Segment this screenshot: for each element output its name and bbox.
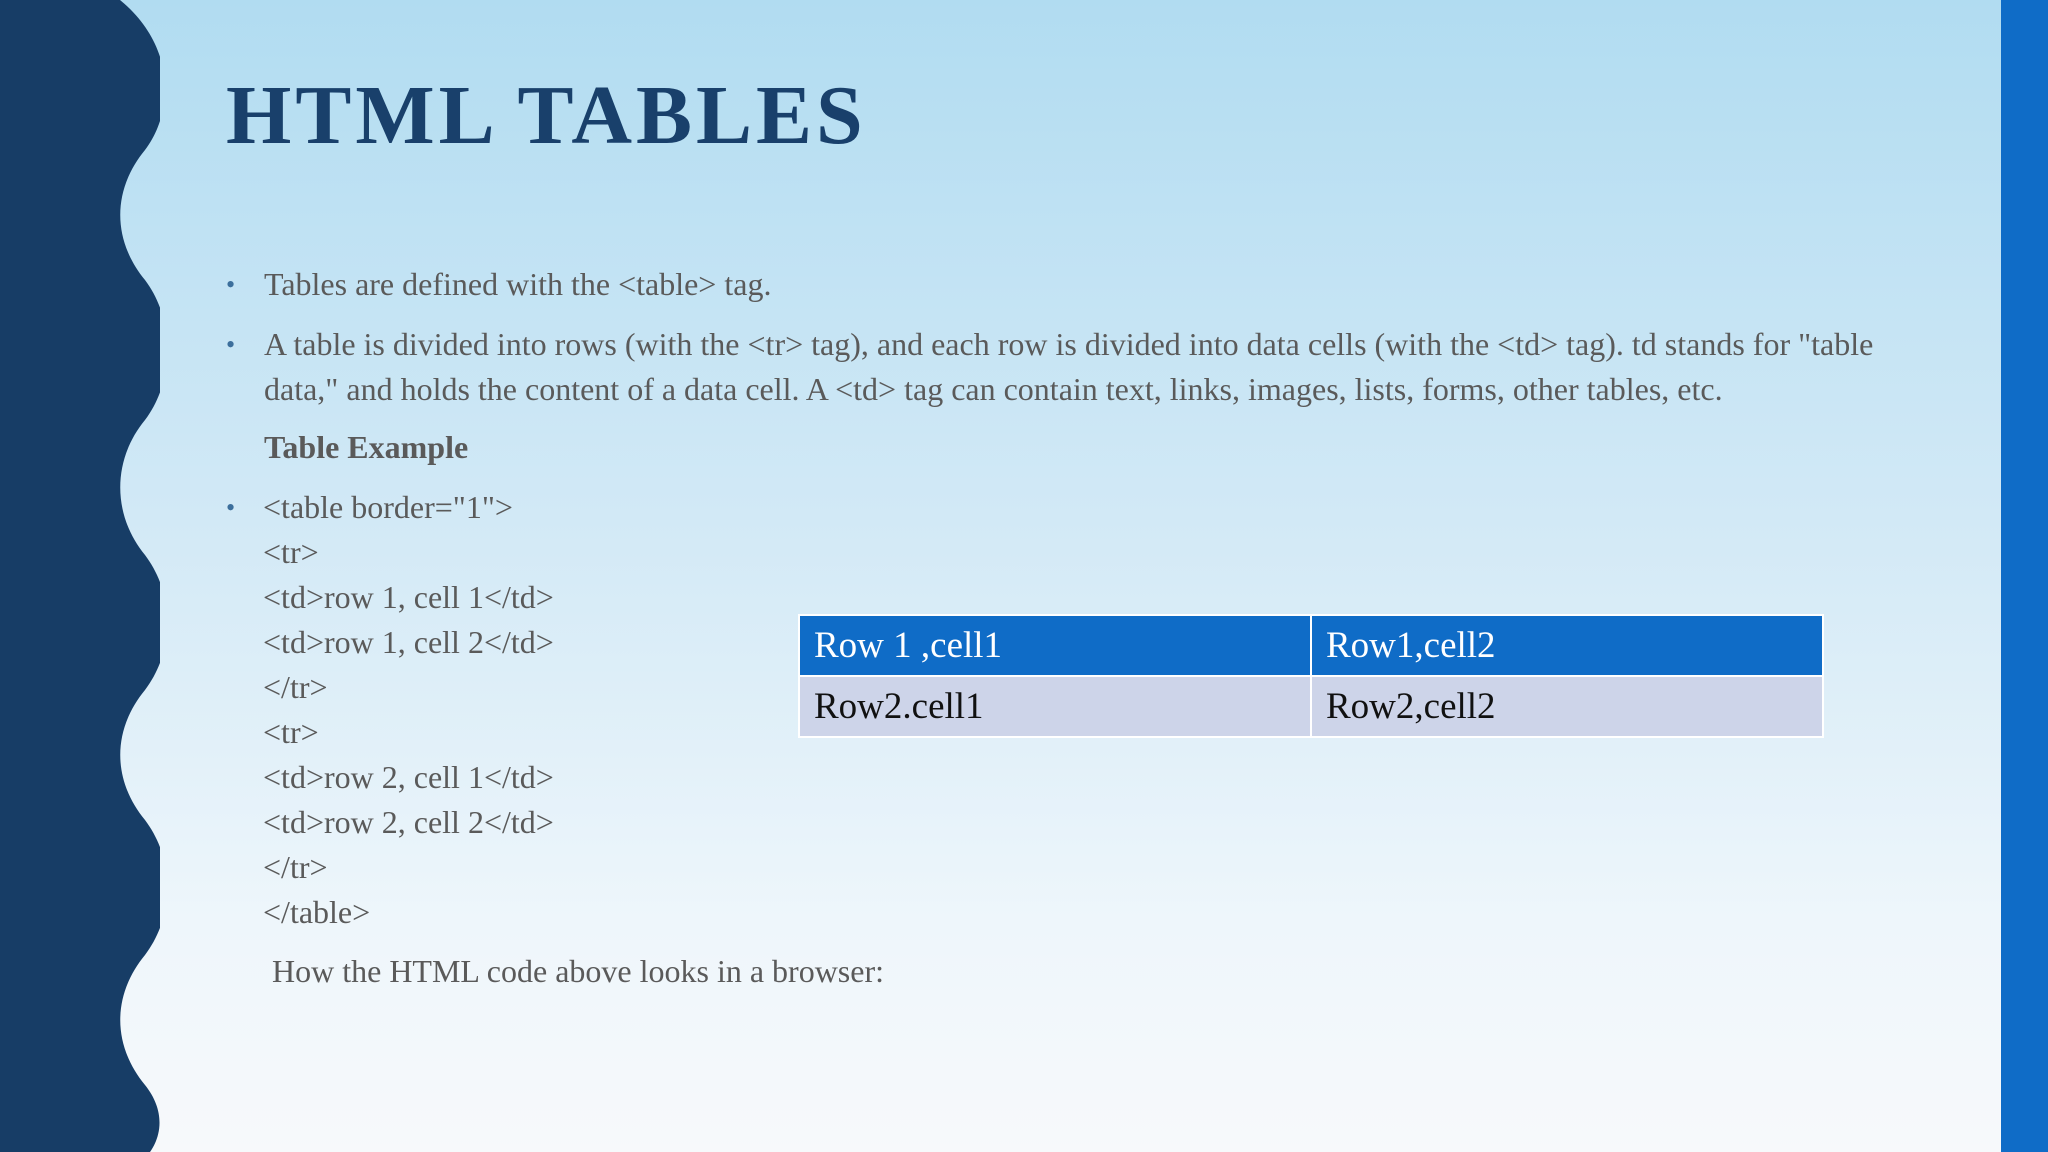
bullet-text-2: A table is divided into rows (with the <tr> tag), and each row is divided into data cells (with the <td> tag). td stands for "table data," and holds the content of a data cell. A <td> tag can contain text, links, images, lists, forms, other tables, etc.: [264, 326, 1874, 407]
table-row: [799, 676, 1823, 737]
slide-title: HTML TABLES: [226, 69, 867, 162]
bullet-text-1: Tables are defined with the <table> tag.: [264, 266, 772, 302]
code-line: <td>row 2, cell 1</td>: [263, 759, 554, 795]
code-example: [263, 485, 554, 935]
table-cell: Row1,cell2: [1311, 615, 1823, 676]
code-line: <td>row 1, cell 2</td>: [263, 624, 554, 660]
code-line: <tr>: [263, 714, 319, 750]
right-accent-bar: [2001, 0, 2048, 1152]
code-line: <tr>: [263, 534, 319, 570]
code-line: <td>row 1, cell 1</td>: [263, 579, 554, 615]
browser-caption: How the HTML code above looks in a browser:: [272, 953, 884, 989]
code-line: <td>row 2, cell 2</td>: [263, 804, 554, 840]
left-wave-band: [0, 0, 160, 1152]
subheading-table-example: Table Example: [264, 429, 469, 465]
table-cell: Row2,cell2: [1311, 676, 1823, 737]
bullet-marker: •: [226, 493, 236, 522]
bullet-marker: •: [226, 330, 236, 359]
table-row: [799, 615, 1823, 676]
table-cell: Row2.cell1: [799, 676, 1311, 737]
code-line: </tr>: [263, 669, 328, 705]
table-cell: Row 1 ,cell1: [799, 615, 1311, 676]
bullet-marker: •: [226, 270, 236, 299]
code-line: </table>: [263, 894, 371, 930]
demo-table: [798, 614, 1824, 738]
code-line: <table border="1">: [263, 489, 513, 525]
code-line: </tr>: [263, 849, 328, 885]
